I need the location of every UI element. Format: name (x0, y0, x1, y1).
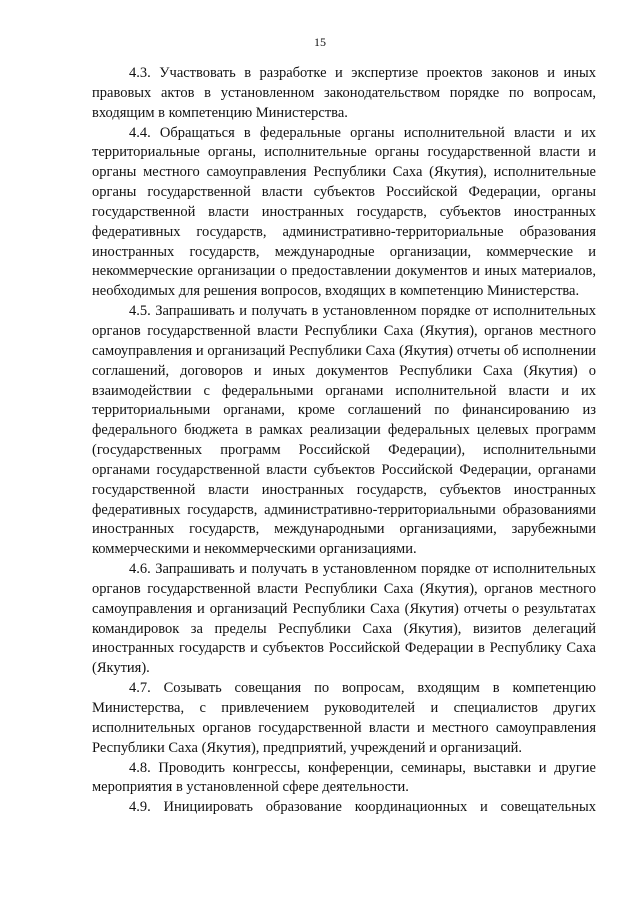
paragraph-4-6: 4.6. Запрашивать и получать в установленном порядке от исполнительных органов государственной власти Республики Саха (Якутия), органов местного самоуправления и организаций Республики Саха (Якутия) отчеты о результатах командировок за пределы Республики Саха (Якутия), визитов делегаций иностранных государств и субъектов Российской Федерации в Республику Саха (Якутия). (92, 561, 596, 677)
paragraph-4-7: 4.7. Созывать совещания по вопросам, входящим в компетенцию Министерства, с привлечением руководителей и специалистов других исполнительных органов государственной власти и местного самоуправления Республики Саха (Якутия), предприятий, учреждений и организаций. (92, 680, 596, 756)
document-body (92, 64, 596, 818)
paragraph-4-9: 4.9. Инициировать образование координационных и совещательных (129, 799, 596, 816)
paragraph-4-5: 4.5. Запрашивать и получать в установленном порядке от исполнительных органов государственной власти Республики Саха (Якутия), органов местного самоуправления и организаций Республики Саха (Якутия) отчеты об исполнении соглашений, договоров и иных документов Республики Саха (Якутия) о взаимодействии с федеральными органами исполнительной власти и их территориальными органами, кроме соглашений по финансированию из федерального бюджета в рамках реализации федеральных целевых программ (государственных программ Российской Федерации), исполнительными органами государственной власти субъектов Российской Федерации, органами государственной власти иностранных государств, субъектов иностранных федеративных государств, административно-территориальными образованиями иностранных государств, международными организациями, зарубежными коммерческими и некоммерческими организациями. (92, 303, 596, 558)
paragraph-4-8: 4.8. Проводить конгрессы, конференции, семинары, выставки и другие мероприятия в установленной сфере деятельности. (92, 759, 596, 796)
page-number: 15 (314, 35, 326, 49)
paragraph-4-4: 4.4. Обращаться в федеральные органы исполнительной власти и их территориальные органы, исполнительные органы государственной власти и органы местного самоуправления Республики Саха (Якутия), исполнительные органы государственной власти субъектов Российской Федерации, органы государственной власти иностранных государств, субъектов иностранных федеративных государств, административно-территориальные образования иностранных государств, международные организации, коммерческие и некоммерческие организации о предоставлении документов и иных материалов, необходимых для решения вопросов, входящих в компетенцию Министерства. (92, 124, 596, 300)
paragraph-4-3: 4.3. Участвовать в разработке и экспертизе проектов законов и иных правовых актов в установленном законодательством порядке по вопросам, входящим в компетенцию Министерства. (92, 65, 596, 121)
